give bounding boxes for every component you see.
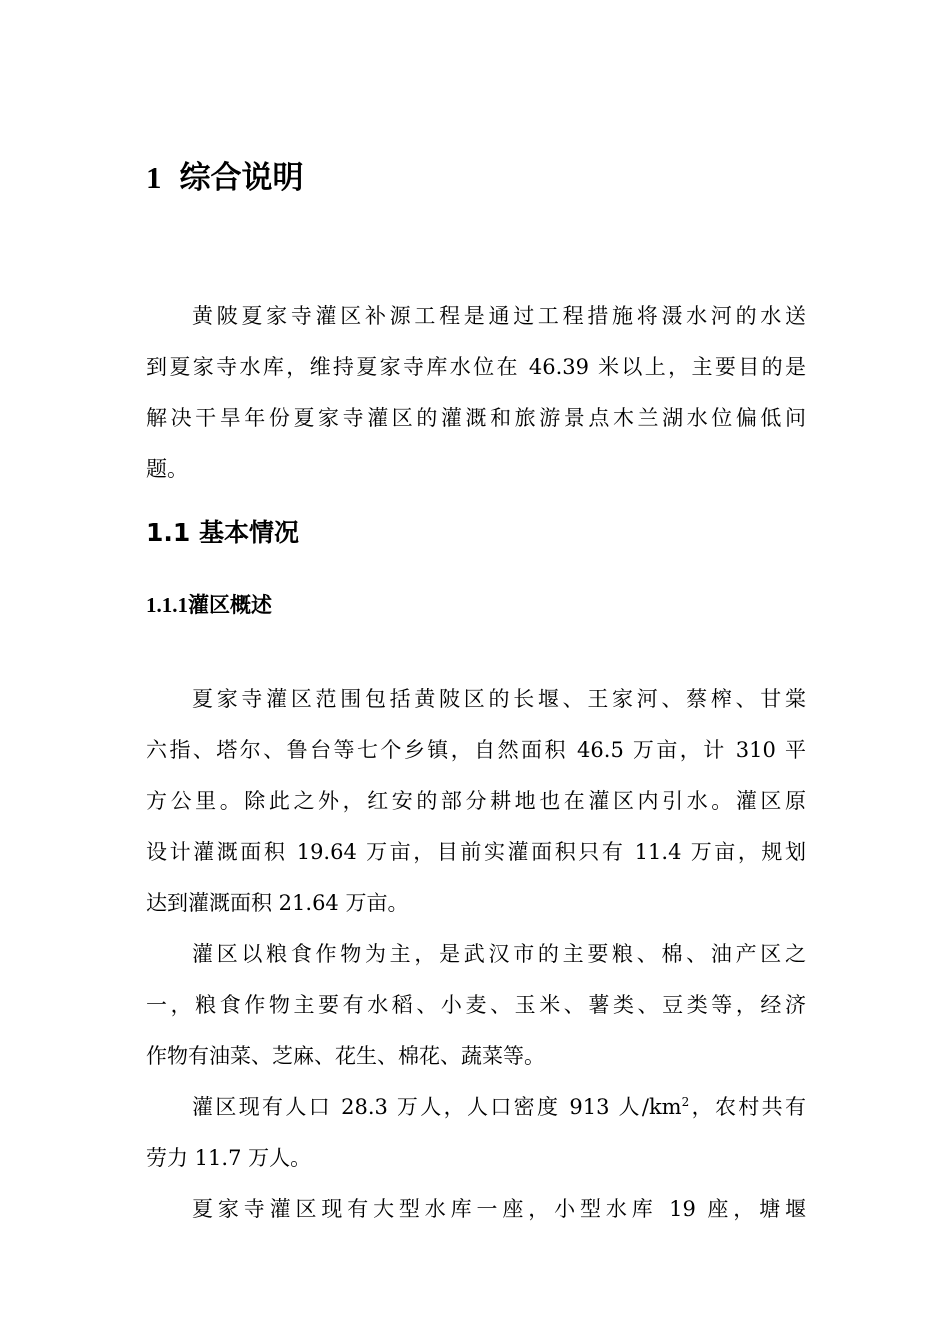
overview-paragraph-1 xyxy=(146,674,806,929)
text-line: 黄陂夏家寺灌区补源工程是通过工程措施将滠水河的水送 xyxy=(192,304,806,328)
overview-paragraph-3 xyxy=(146,1082,806,1184)
text-line: 方公里。除此之外，红安的部分耕地也在灌区内引水。灌区原 xyxy=(146,789,806,813)
text-line: 夏家寺灌区范围包括黄陂区的长堰、王家河、蔡榨、甘棠 xyxy=(192,687,806,711)
subsection-heading xyxy=(146,588,272,622)
text-line: 到夏家寺水库，维持夏家寺库水位在 46.39 米以上，主要目的是 xyxy=(146,355,806,379)
text-line: 解决干旱年份夏家寺灌区的灌溉和旅游景点木兰湖水位偏低问 xyxy=(146,406,806,430)
text-line: 夏家寺灌区现有大型水库一座，小型水库 19 座，塘堰 xyxy=(192,1197,806,1221)
document-page xyxy=(146,0,806,1344)
text-line: 灌区以粮食作物为主，是武汉市的主要粮、棉、油产区之 xyxy=(192,942,806,966)
text-line: 一，粮食作物主要有水稻、小麦、玉米、薯类、豆类等，经济 xyxy=(146,993,806,1017)
text-line: 六指、塔尔、鲁台等七个乡镇，自然面积 46.5 万亩，计 310 平 xyxy=(146,738,806,762)
subsection-title: 灌区概述 xyxy=(188,593,272,617)
subsection-number: 1.1.1 xyxy=(146,593,188,617)
overview-paragraph-4 xyxy=(146,1184,806,1235)
text-line: 题。 xyxy=(146,457,188,481)
population-text: 灌区现有人口 28.3 万人，人口密度 913 人/km xyxy=(192,1095,682,1119)
text-line: 作物有油菜、芝麻、花生、棉花、蔬菜等。 xyxy=(146,1044,545,1068)
population-text-tail: ，农村共有 xyxy=(689,1095,806,1119)
chapter-heading xyxy=(146,156,304,200)
text-line: 达到灌溉面积 21.64 万亩。 xyxy=(146,891,409,915)
chapter-title: 综合说明 xyxy=(179,160,304,196)
section-heading: 1.1 基本情况 xyxy=(146,518,299,547)
intro-paragraph xyxy=(146,291,806,495)
text-line xyxy=(146,1082,806,1133)
text-line: 设计灌溉面积 19.64 万亩，目前实灌面积只有 11.4 万亩，规划 xyxy=(146,840,806,864)
overview-paragraph-2 xyxy=(146,929,806,1082)
text-line: 劳力 11.7 万人。 xyxy=(146,1146,312,1170)
superscript: 2 xyxy=(681,1095,690,1109)
chapter-number: 1 xyxy=(146,160,162,195)
